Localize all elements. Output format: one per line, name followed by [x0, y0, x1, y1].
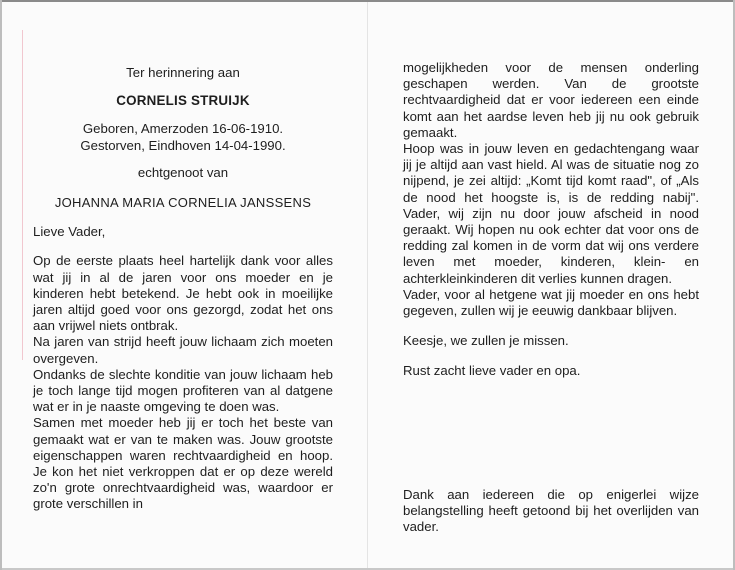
thanks-paragraph: Dank aan iedereen die op enigerlei wijze belangstelling heeft getoond bij het overlijden van vader. — [403, 487, 699, 535]
right-paragraph-4: Keesje, we zullen je missen. — [403, 333, 569, 349]
intro-line: Ter herinnering aan — [126, 65, 240, 80]
greeting: Lieve Vader, — [33, 224, 106, 240]
fold-line — [367, 2, 368, 568]
print-bleed-mark — [22, 30, 23, 360]
right-paragraph-1: mogelijkheden voor de mensen onderling geschapen werden. Van de grootste rechtvaardigheid dat er voor iedereen een einde komt aan het aardse leven heb jij nu ook gebruik gemaakt. — [403, 60, 699, 140]
right-paragraph-3: Vader, voor al hetgene wat jij moeder en ons hebt gegeven, zullen wij je eeuwig dankbaar blijven. — [403, 286, 699, 319]
right-paragraph-2: Hoop was in jouw leven en gedachtengang waar jij je altijd aan vast hield. Al was de situatie nog zo nijpend, je zei altijd: „Komt tijd komt raad", of „Als de nood het hoogste is, is de redding nabij". Vader, wij zijn nu door jouw afscheid in nood geraakt. Wij hopen nu ook echter dat voor ons de redding zal komen in de vorm dat wij ons verdere leven met moeder, kinderen, klein- en achterkleinkinderen dit verlies kunnen dragen. — [403, 141, 699, 286]
left-paragraph-3: Ondanks de slechte konditie van jouw lichaam heb je toch lange tijd mogen profiteren van al datgene wat er in je naaste omgeving te doen was. — [33, 366, 333, 415]
deceased-name: CORNELIS STRUIJK — [116, 93, 250, 109]
left-paragraph-2: Na jaren van strijd heeft jouw lichaam zich moeten overgeven. — [33, 334, 333, 366]
right-panel — [403, 0, 699, 535]
left-paragraph-4: Samen met moeder heb jij er toch het beste van gemaakt wat er van te maken was. Jouw grootste eigenschappen waren rechtvaardigheid en hoop. Je kon het niet verkroppen dat er op deze wereld zo'n grote onrechtvaardigheid was, waardoor er grote verschillen in — [33, 415, 333, 512]
right-paragraph-5: Rust zacht lieve vader en opa. — [403, 363, 581, 379]
left-paragraph-1: Op de eerste plaats heel hartelijk dank voor alles wat jij in al de jaren voor ons moeder en je kinderen hebt betekend. Je hebt ook in moeilijke jaren altijd goed voor ons gezorgd, zodat het ons aan vrijwel niets ontbrak. — [33, 253, 333, 334]
birth-line: Geboren, Amerzoden 16-06-1910. — [82, 121, 284, 137]
left-panel — [33, 0, 333, 513]
card-edge-left — [0, 0, 2, 570]
spouse-name: JOHANNA MARIA CORNELIA JANSSENS — [54, 195, 312, 211]
spouse-intro: echtgenoot van — [137, 164, 229, 180]
death-line: Gestorven, Eindhoven 14-04-1990. — [80, 137, 286, 153]
